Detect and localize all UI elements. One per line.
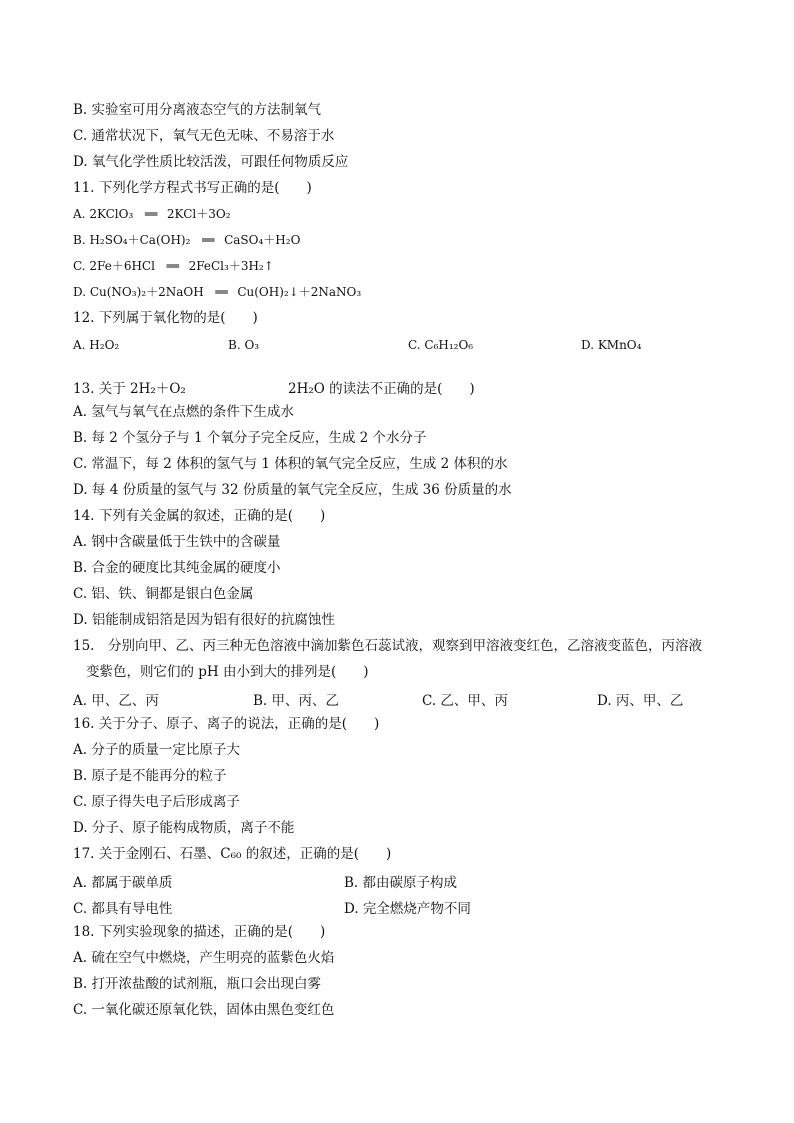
q11-c-equals: ══: [166, 259, 177, 273]
q11-d-label: D.: [73, 285, 87, 299]
q11-c-rhs: 2FeCl₃＋3H₂↑: [188, 259, 274, 273]
q11-option-b: [73, 231, 300, 249]
q11-option-d: [73, 283, 361, 301]
q12-option-c: C. C₆H₁₂O₆: [408, 338, 474, 352]
q10-option-b: B. 实验室可用分离液态空气的方法制氧气: [73, 102, 322, 118]
q10-option-d: D. 氧气化学性质比较活泼，可跟任何物质反应: [73, 154, 349, 170]
q15-stem-line2: 变紫色，则它们的 pH 由小到大的排列是( ): [86, 664, 369, 680]
q16-option-d: D. 分子、原子能构成物质，离子不能: [73, 820, 295, 836]
q17-stem: 17. 关于金刚石、石墨、C₆₀ 的叙述，正确的是( ): [73, 846, 392, 862]
q11-a-rhs: 2KCl＋3O₂: [166, 207, 231, 221]
q14-option-b: B. 合金的硬度比其纯金属的硬度小: [73, 560, 281, 576]
q17-option-d: D. 完全燃烧产物不同: [344, 901, 471, 917]
q17-option-c: C. 都具有导电性: [73, 901, 173, 917]
q17-option-b: B. 都由碳原子构成: [344, 875, 458, 891]
q10-option-c: C. 通常状况下，氧气无色无味、不易溶于水: [73, 128, 335, 144]
q13-option-d: D. 每 4 份质量的氢气与 32 份质量的氧气完全反应，生成 36 份质量的水: [73, 482, 512, 498]
q15-option-b: B. 甲、丙、乙: [253, 693, 340, 709]
q12-option-a: A. H₂O₂: [73, 338, 120, 352]
q14-stem: 14. 下列有关金属的叙述，正确的是( ): [73, 508, 326, 524]
q16-option-b: B. 原子是不能再分的粒子: [73, 768, 227, 784]
q13-option-b: B. 每 2 个氢分子与 1 个氧分子完全反应，生成 2 个水分子: [73, 430, 427, 446]
q11-b-equals: ══: [202, 233, 213, 247]
q15-stem-line1: 15. 分别向甲、乙、丙三种无色溶液中滴加紫色石蕊试液，观察到甲溶液变红色，乙溶液变蓝色，丙溶液: [73, 638, 702, 654]
q14-option-c: C. 铝、铁、铜都是银白色金属: [73, 586, 254, 602]
q18-option-c: C. 一氧化碳还原氧化铁，固体由黑色变红色: [73, 1002, 335, 1018]
q11-b-rhs: CaSO₄＋H₂O: [224, 233, 301, 247]
q14-option-d: D. 铝能制成铝箔是因为铝有很好的抗腐蚀性: [73, 612, 335, 628]
q18-option-a: A. 硫在空气中燃烧，产生明亮的蓝紫色火焰: [73, 950, 335, 966]
q11-a-equals: ══: [144, 207, 156, 221]
q11-a-label: A.: [73, 207, 86, 221]
q11-d-lhs: Cu(NO₃)₂＋2NaOH: [89, 285, 204, 299]
q15-option-a: A. 甲、乙、丙: [73, 693, 159, 709]
q11-option-a: [73, 205, 231, 223]
q11-d-equals: ══: [215, 285, 226, 299]
q12-option-d: D. KMnO₄: [581, 338, 642, 352]
q11-b-lhs: H₂SO₄＋Ca(OH)₂: [89, 233, 191, 247]
q14-option-a: A. 钢中含碳量低于生铁中的含碳量: [73, 534, 281, 550]
q12-option-b: B. O₃: [228, 338, 260, 352]
q18-stem: 18. 下列实验现象的描述，正确的是( ): [73, 924, 326, 940]
q13-stem-left: 13. 关于 2H₂＋O₂: [73, 381, 186, 397]
q15-option-c: C. 乙、甲、丙: [422, 693, 508, 709]
q13-stem-right: 2H₂O 的读法不正确的是( ): [288, 381, 475, 397]
q18-option-b: B. 打开浓盐酸的试剂瓶，瓶口会出现白雾: [73, 976, 322, 992]
q11-c-label: C.: [73, 259, 86, 273]
q11-a-lhs: 2KClO₃: [89, 207, 134, 221]
q16-option-a: A. 分子的质量一定比原子大: [73, 742, 240, 758]
q17-option-a: A. 都属于碳单质: [73, 875, 173, 891]
q13-option-a: A. 氢气与氧气在点燃的条件下生成水: [73, 404, 294, 420]
q11-d-rhs: Cu(OH)₂↓＋2NaNO₃: [237, 285, 362, 299]
q16-stem: 16. 关于分子、原子、离子的说法，正确的是( ): [73, 716, 380, 732]
q15-option-d: D. 丙、甲、乙: [597, 693, 684, 709]
q11-c-lhs: 2Fe＋6HCl: [89, 259, 155, 273]
q13-option-c: C. 常温下，每 2 体积的氢气与 1 体积的氧气完全反应，生成 2 体积的水: [73, 456, 508, 472]
q12-stem: 12. 下列属于氧化物的是( ): [73, 310, 258, 326]
q11-b-label: B.: [73, 233, 86, 247]
q11-stem: 11. 下列化学方程式书写正确的是( ): [73, 180, 312, 196]
q16-option-c: C. 原子得失电子后形成离子: [73, 794, 240, 810]
q11-option-c: [73, 257, 274, 275]
